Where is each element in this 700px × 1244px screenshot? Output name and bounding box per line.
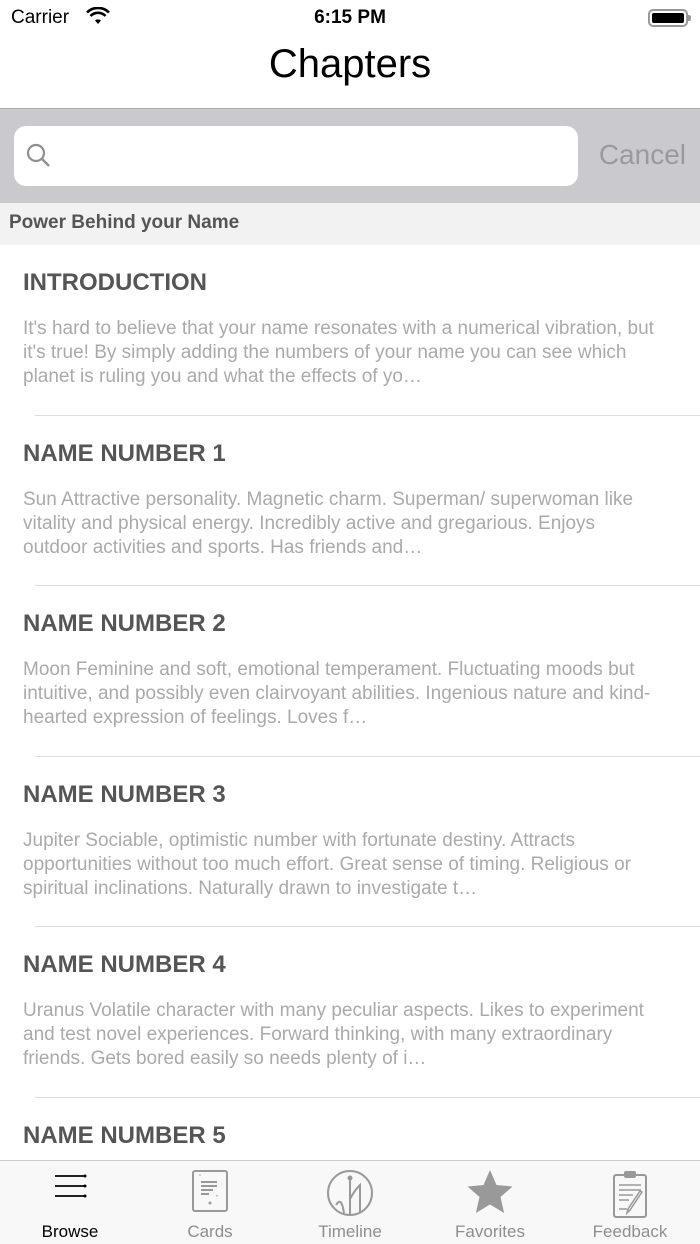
chapter-title: NAME NUMBER 2 [23, 610, 226, 637]
chapter-title: NAME NUMBER 4 [23, 951, 226, 978]
clock: 6:15 PM [314, 7, 386, 28]
page-title: Chapters [268, 42, 432, 86]
chapter-row[interactable] [0, 416, 700, 587]
chapter-title: NAME NUMBER 5 [23, 1121, 226, 1149]
timeline-icon [326, 1169, 374, 1217]
chapter-excerpt: Moon Feminine and soft, emotional temperament. Fluctuating moods but intuitive, and possibly even clairvoyant abilities. Ingenious nature and kind-hearted expression of feelings. Loves f… [23, 659, 651, 728]
battery-icon [648, 9, 688, 27]
search-icon [26, 143, 52, 169]
tab-label: Timeline [318, 1222, 382, 1241]
chapter-row[interactable] [0, 757, 700, 928]
status-bar [0, 0, 700, 36]
tab-label: Browse [41, 1222, 99, 1241]
chapter-title: NAME NUMBER 3 [23, 780, 226, 808]
svg-text:”: ” [216, 1195, 219, 1202]
chapter-row[interactable] [0, 245, 700, 416]
clipboard-icon [612, 1169, 648, 1219]
chapter-excerpt: Sun Attractive personality. Magnetic charm. Superman/ superwoman like vitality and physical energy. Incredibly active and gregarious. Enjoys outdoor activities and sports. Has friends and… [23, 488, 634, 558]
chapter-row[interactable] [0, 586, 700, 757]
chapter-title: INTRODUCTION [23, 269, 207, 296]
tab-label: Cards [187, 1222, 233, 1241]
tab-bar [0, 1160, 700, 1244]
tab-feedback[interactable] [560, 1161, 700, 1244]
tab-label: Feedback [592, 1222, 668, 1241]
search-input[interactable] [14, 126, 578, 186]
menu-icon [53, 1169, 87, 1203]
tab-timeline[interactable] [280, 1161, 420, 1244]
cancel-button[interactable]: Cancel [598, 139, 686, 170]
section-header: Power Behind your Name [0, 203, 700, 245]
tab-browse[interactable] [0, 1161, 140, 1244]
star-icon [466, 1169, 514, 1215]
tab-label: Favorites [455, 1222, 525, 1241]
chapter-excerpt: It's hard to believe that your name resonates with a numerical vibration, but it's true! By simply adding the numbers of your name you can see which planet is ruling you and what the effects of yo… [23, 318, 654, 387]
chapter-list[interactable] [0, 245, 700, 1160]
carrier-label: Carrier [11, 7, 70, 28]
chapter-title: NAME NUMBER 1 [23, 439, 226, 467]
tab-favorites[interactable] [420, 1161, 560, 1244]
card-icon [191, 1169, 229, 1213]
search-bar [0, 108, 700, 203]
tab-cards[interactable] [140, 1161, 280, 1244]
svg-text:“: “ [199, 1174, 202, 1181]
chapter-excerpt: Jupiter Sociable, optimistic number with fortunate destiny. Attracts opportunities without too much effort. Great sense of timing. Religious or spiritual inclinations. Naturally drawn to investigate t… [23, 829, 631, 899]
chapter-row[interactable] [0, 927, 700, 1098]
chapter-excerpt: Uranus Volatile character with many peculiar aspects. Likes to experiment and test novel experiences. Forward thinking, with many extraordinary friends. Gets bored easily so needs plenty of i… [23, 1000, 644, 1069]
chapter-row[interactable] [0, 1098, 700, 1161]
